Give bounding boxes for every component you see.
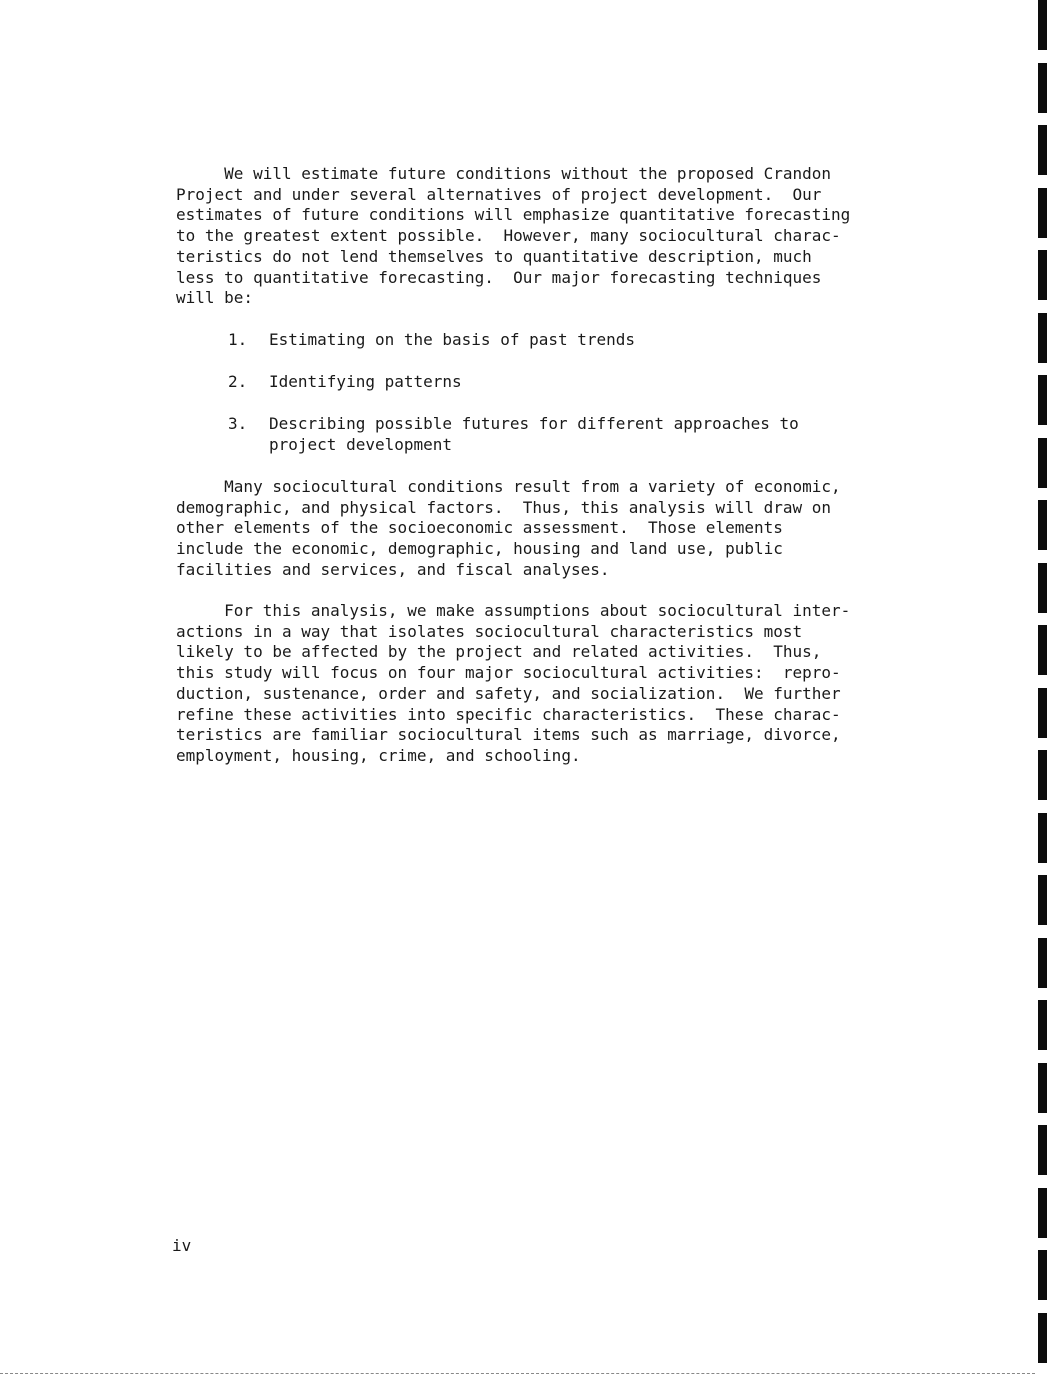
binding-mark <box>1038 1313 1047 1363</box>
binding-mark <box>1038 250 1047 300</box>
binding-mark <box>1038 1000 1047 1050</box>
binding-mark <box>1038 313 1047 363</box>
binding-mark <box>1038 188 1047 238</box>
binding-mark <box>1038 875 1047 925</box>
binding-mark <box>1038 563 1047 613</box>
list-item-number: 3. <box>228 414 248 433</box>
binding-mark <box>1038 688 1047 738</box>
list-item-number: 1. <box>228 330 248 349</box>
binding-mark <box>1038 813 1047 863</box>
scan-bottom-edge <box>0 1373 1035 1374</box>
binding-mark <box>1038 1188 1047 1238</box>
binding-mark <box>1038 63 1047 113</box>
list-item-text: Describing possible futures for different approaches to project development <box>269 414 799 454</box>
binding-mark <box>1038 1250 1047 1300</box>
binding-mark <box>1038 750 1047 800</box>
binding-mark <box>1038 125 1047 175</box>
binding-mark <box>1038 500 1047 550</box>
binding-mark <box>1038 625 1047 675</box>
list-item-number: 2. <box>228 372 248 391</box>
page-number: iv <box>172 1236 192 1255</box>
list-item-text: Estimating on the basis of past trends <box>269 330 636 349</box>
binding-mark <box>1038 438 1047 488</box>
binding-mark <box>1038 0 1047 50</box>
binding-strip <box>1036 0 1050 1380</box>
paragraph-forecasting-intro: We will estimate future conditions without the proposed Crandon Project and under several alternatives of project development. Our estimates of future conditions will emphasize quantitative forecasting to the greatest extent possible. However, many sociocultural charac- teristics do not lend themselves to quantitative description, much less to quantitative forecasting. Our major forecasting techniques will be: <box>176 164 851 308</box>
binding-mark <box>1038 1063 1047 1113</box>
binding-mark <box>1038 1125 1047 1175</box>
list-item-text: Identifying patterns <box>269 372 462 391</box>
binding-mark <box>1038 375 1047 425</box>
paragraph-conditions: Many sociocultural conditions result from a variety of economic, demographic, and physical factors. Thus, this analysis will draw on other elements of the socioeconomic assessment. Those elements include the economic, demographic, housing and land use, public facilities and services, and fiscal analyses. <box>176 477 841 579</box>
paragraph-assumptions: For this analysis, we make assumptions about sociocultural inter- actions in a way that isolates sociocultural characteristics most likely to be affected by the project and related activities. Thus, this study will focus on four major sociocultural activities: repro- duction, sustenance, order and safety, and socialization. We further refine these activities into specific characteristics. These charac- teristics are familiar sociocultural items such as marriage, divorce, employment, housing, crime, and schooling. <box>176 601 851 765</box>
binding-mark <box>1038 938 1047 988</box>
